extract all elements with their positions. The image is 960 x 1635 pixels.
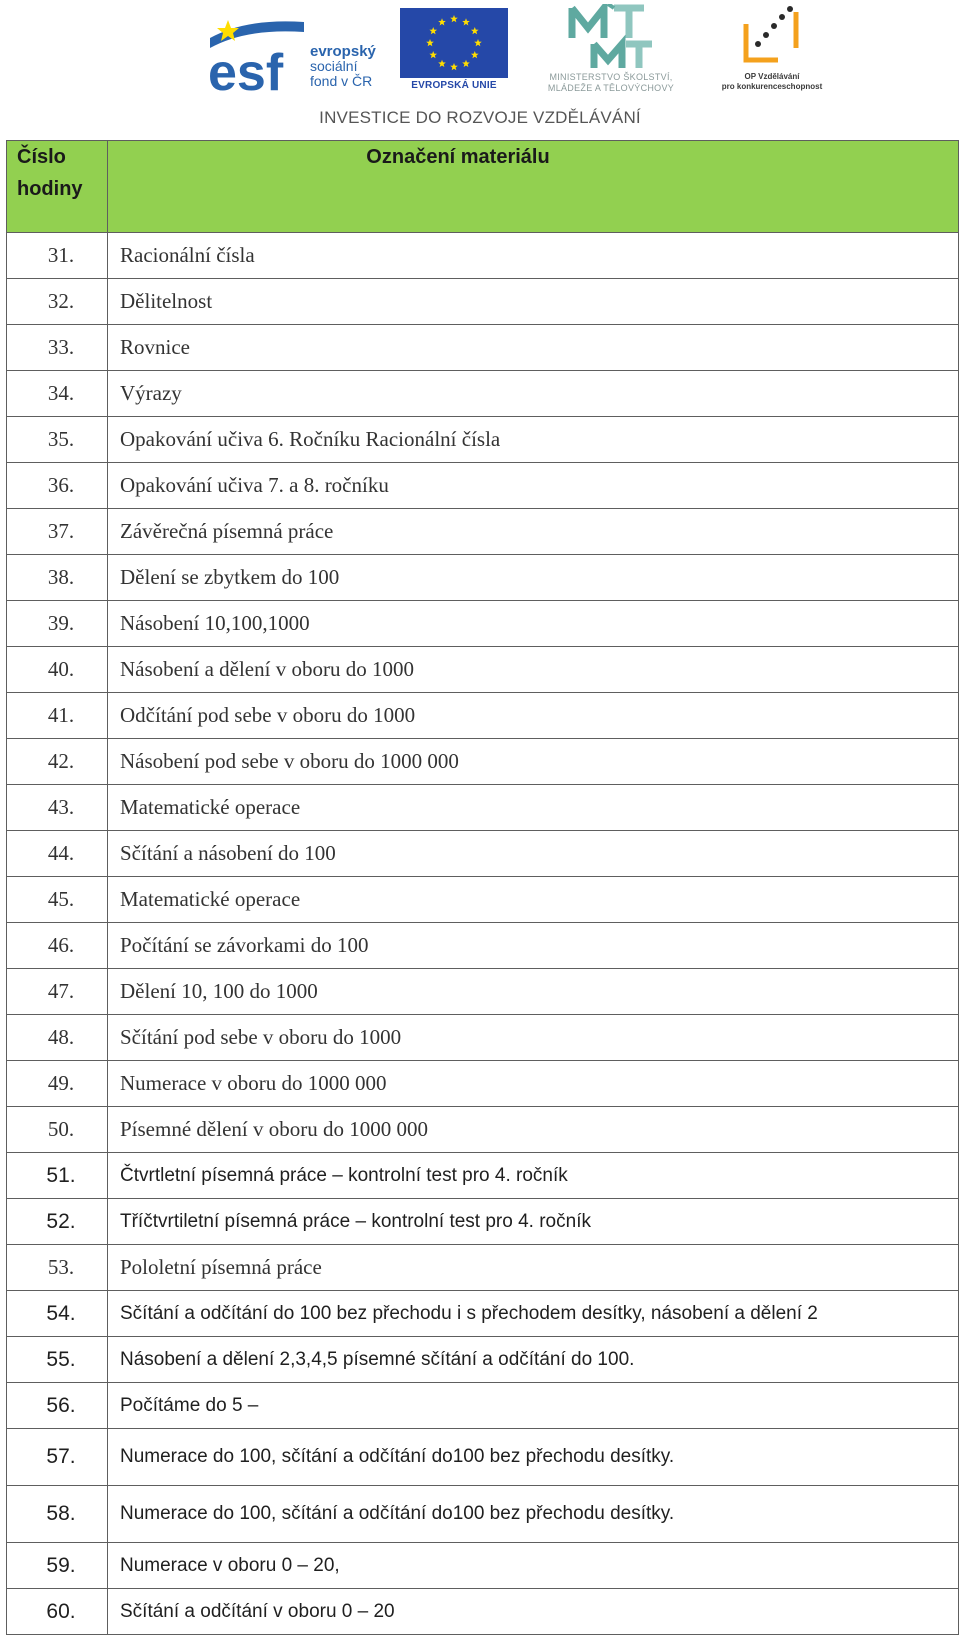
lesson-title: Sčítání a odčítání do 100 bez přechodu i s přechodem desítky, násobení a dělení 2 xyxy=(108,1291,959,1337)
lesson-number: 37. xyxy=(7,509,108,555)
lesson-title: Numerace v oboru 0 – 20, xyxy=(108,1543,959,1589)
header-material-title: Označení materiálu xyxy=(108,141,959,233)
table-row xyxy=(7,463,959,509)
lesson-number: 31. xyxy=(7,233,108,279)
esf-caption xyxy=(310,44,376,89)
lesson-title: Numerace v oboru do 1000 000 xyxy=(108,1061,959,1107)
table-row xyxy=(7,279,959,325)
lesson-title: Pololetní písemná práce xyxy=(108,1245,959,1291)
table-row xyxy=(7,371,959,417)
lesson-title: Numerace do 100, sčítání a odčítání do100 bez přechodu desítky. xyxy=(108,1486,959,1543)
msmt-line-1: MINISTERSTVO ŠKOLSTVÍ, xyxy=(549,72,673,82)
lesson-number: 58. xyxy=(7,1486,108,1543)
op-line-1: OP Vzdělávání xyxy=(744,72,800,81)
esf-line-2: sociální xyxy=(310,58,358,74)
eu-star-icon xyxy=(438,18,446,25)
table-row xyxy=(7,1383,959,1429)
lesson-title: Rovnice xyxy=(108,325,959,371)
lesson-number: 43. xyxy=(7,785,108,831)
eu-star-icon xyxy=(450,63,458,70)
lesson-title: Čtvrtletní písemná práce – kontrolní test pro 4. ročník xyxy=(108,1153,959,1199)
lesson-title: Násobení 10,100,1000 xyxy=(108,601,959,647)
table-row xyxy=(7,1589,959,1635)
eu-star-icon xyxy=(471,27,479,34)
lesson-number: 39. xyxy=(7,601,108,647)
eu-flag-icon xyxy=(400,8,508,78)
esf-line-3: fond v ČR xyxy=(310,73,373,89)
lesson-title: Tříčtvrtiletní písemná práce – kontrolní test pro 4. ročník xyxy=(108,1199,959,1245)
lesson-title: Násobení pod sebe v oboru do 1000 000 xyxy=(108,739,959,785)
lesson-number: 34. xyxy=(7,371,108,417)
lesson-title: Výrazy xyxy=(108,371,959,417)
msmt-caption xyxy=(516,72,706,94)
eu-star-icon xyxy=(462,60,470,67)
eu-star-icon xyxy=(474,39,482,46)
table-row xyxy=(7,1429,959,1486)
lesson-title: Sčítání a odčítání v oboru 0 – 20 xyxy=(108,1589,959,1635)
eu-star-icon xyxy=(438,60,446,67)
lesson-title: Počítáme do 5 – xyxy=(108,1383,959,1429)
table-row xyxy=(7,1337,959,1383)
msmt-line-2: MLÁDEŽE A TĚLOVÝCHOVY xyxy=(547,83,675,93)
table-header-row xyxy=(7,141,959,233)
eu-star-icon xyxy=(426,39,434,46)
table-body xyxy=(7,233,959,1635)
eu-star-icon xyxy=(429,27,437,34)
table-row xyxy=(7,509,959,555)
table-row xyxy=(7,1153,959,1199)
lesson-number: 48. xyxy=(7,1015,108,1061)
eu-star-icon xyxy=(429,51,437,58)
lesson-number: 56. xyxy=(7,1383,108,1429)
lesson-number: 44. xyxy=(7,831,108,877)
lesson-number: 36. xyxy=(7,463,108,509)
lessons-table xyxy=(6,140,959,1635)
lesson-number: 54. xyxy=(7,1291,108,1337)
lesson-title: Matematické operace xyxy=(108,785,959,831)
lesson-number: 55. xyxy=(7,1337,108,1383)
op-line-2: pro konkurenceschopnost xyxy=(721,82,823,91)
esf-line-1: evropský xyxy=(310,43,376,60)
eu-label: EVROPSKÁ UNIE xyxy=(411,80,497,91)
logo-banner xyxy=(0,0,960,140)
msmt-logo xyxy=(516,4,706,100)
table-row xyxy=(7,739,959,785)
lesson-title: Numerace do 100, sčítání a odčítání do100 bez přechodu desítky. xyxy=(108,1429,959,1486)
table-row xyxy=(7,969,959,1015)
table-row xyxy=(7,1245,959,1291)
table-row xyxy=(7,1543,959,1589)
lesson-title: Racionální čísla xyxy=(108,233,959,279)
lesson-number: 46. xyxy=(7,923,108,969)
lesson-number: 38. xyxy=(7,555,108,601)
table-row xyxy=(7,693,959,739)
lesson-title: Opakování učiva 7. a 8. ročníku xyxy=(108,463,959,509)
lesson-number: 41. xyxy=(7,693,108,739)
lesson-number: 60. xyxy=(7,1589,108,1635)
lesson-title: Opakování učiva 6. Ročníku Racionální čísla xyxy=(108,417,959,463)
table-row xyxy=(7,785,959,831)
eu-star-icon xyxy=(450,15,458,22)
lesson-title: Počítání se závorkami do 100 xyxy=(108,923,959,969)
table-row xyxy=(7,555,959,601)
header-lesson-number xyxy=(7,141,108,233)
table-row xyxy=(7,877,959,923)
table-row xyxy=(7,1107,959,1153)
table-row xyxy=(7,1061,959,1107)
lesson-title: Dělitelnost xyxy=(108,279,959,325)
table-row xyxy=(7,1199,959,1245)
esf-logo xyxy=(206,8,390,98)
lesson-number: 45. xyxy=(7,877,108,923)
header-number-line-1: Číslo xyxy=(17,146,66,168)
lesson-number: 33. xyxy=(7,325,108,371)
table-row xyxy=(7,1486,959,1543)
lesson-title: Násobení a dělení 2,3,4,5 písemné sčítání a odčítání do 100. xyxy=(108,1337,959,1383)
op-caption xyxy=(712,72,832,92)
lesson-number: 49. xyxy=(7,1061,108,1107)
msmt-mark-icon xyxy=(564,4,658,70)
lesson-title: Písemné dělení v oboru do 1000 000 xyxy=(108,1107,959,1153)
lesson-title: Sčítání pod sebe v oboru do 1000 xyxy=(108,1015,959,1061)
lesson-number: 40. xyxy=(7,647,108,693)
esf-mark-icon xyxy=(206,12,308,96)
table-row xyxy=(7,647,959,693)
lesson-number: 53. xyxy=(7,1245,108,1291)
table-row xyxy=(7,923,959,969)
lesson-number: 50. xyxy=(7,1107,108,1153)
table-row xyxy=(7,831,959,877)
lesson-number: 51. xyxy=(7,1153,108,1199)
lesson-number: 57. xyxy=(7,1429,108,1486)
lesson-number: 59. xyxy=(7,1543,108,1589)
lesson-title: Násobení a dělení v oboru do 1000 xyxy=(108,647,959,693)
lesson-number: 32. xyxy=(7,279,108,325)
op-mark-icon xyxy=(740,4,802,68)
table-row xyxy=(7,1015,959,1061)
eu-star-icon xyxy=(471,51,479,58)
lesson-number: 35. xyxy=(7,417,108,463)
op-logo xyxy=(712,4,832,100)
lesson-number: 47. xyxy=(7,969,108,1015)
lesson-title: Dělení 10, 100 do 1000 xyxy=(108,969,959,1015)
lesson-title: Dělení se zbytkem do 100 xyxy=(108,555,959,601)
table-row xyxy=(7,233,959,279)
tagline: INVESTICE DO ROZVOJE VZDĚLÁVÁNÍ xyxy=(319,108,641,127)
eu-star-icon xyxy=(462,18,470,25)
lesson-number: 42. xyxy=(7,739,108,785)
lesson-title: Odčítání pod sebe v oboru do 1000 xyxy=(108,693,959,739)
header-number-line-2: hodiny xyxy=(17,178,83,200)
lesson-title: Matematické operace xyxy=(108,877,959,923)
eu-logo xyxy=(400,8,508,94)
table-row xyxy=(7,601,959,647)
lesson-title: Sčítání a násobení do 100 xyxy=(108,831,959,877)
esf-wordmark: esf xyxy=(208,44,284,96)
lesson-title: Závěrečná písemná práce xyxy=(108,509,959,555)
table-row xyxy=(7,417,959,463)
table-row xyxy=(7,1291,959,1337)
lesson-number: 52. xyxy=(7,1199,108,1245)
table-row xyxy=(7,325,959,371)
